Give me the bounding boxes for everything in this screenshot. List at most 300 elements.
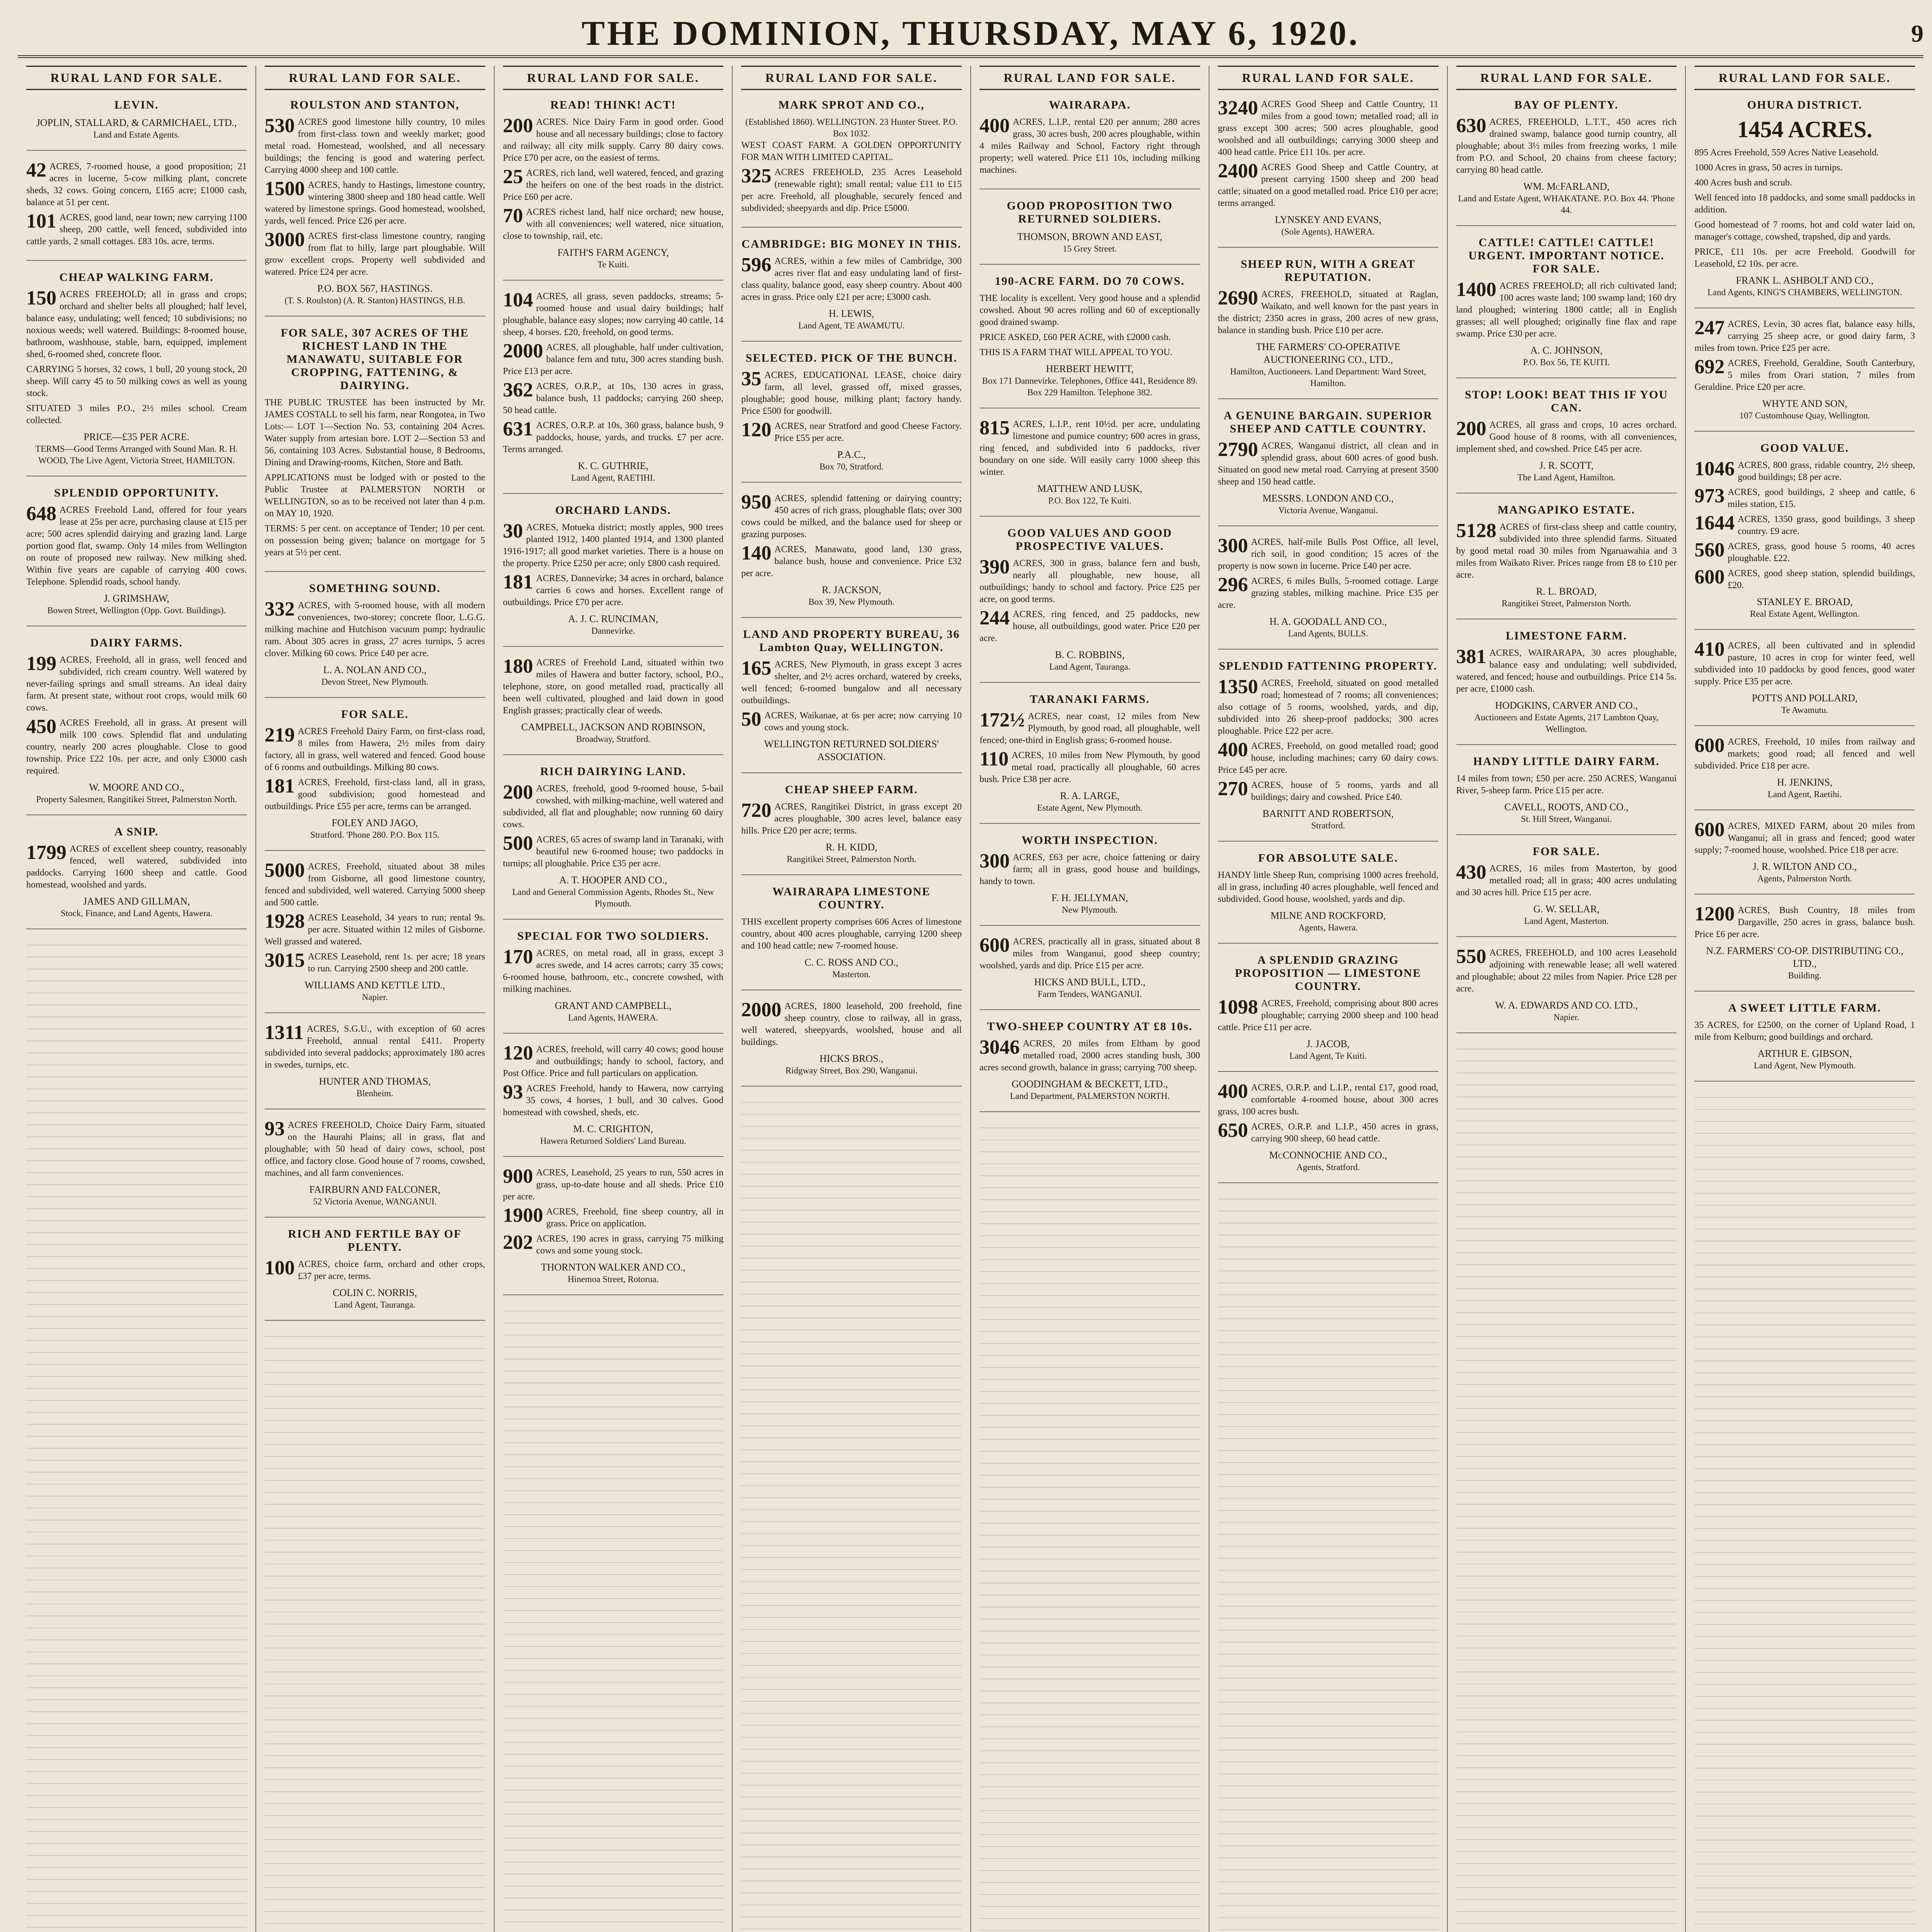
ad-heading: FOR ABSOLUTE SALE.	[1258, 852, 1398, 864]
ad-text: ACRES, MIXED FARM, about 20 miles from Wanganui; all in grass and fenced; good water supply; 7-roomed house, woolshed. Price £18 per acre.	[1694, 821, 1915, 855]
column-heading: RURAL LAND FOR SALE.	[1218, 66, 1439, 90]
agent-address: The Land Agent, Hamilton.	[1517, 473, 1616, 482]
ad-text: ACRES, within a few miles of Cambridge, 300 acres river flat and easy undulating land of first-class quality, balance good, easy sheep country. About 400 acres in grass. Price only £21 per acre; £3000 cash.	[741, 256, 962, 302]
acreage-number: 181	[503, 571, 533, 593]
advertisement	[1694, 736, 1915, 810]
ad-text: ACRES, Freehold, fine sheep country, all in grass. Price on application.	[546, 1207, 724, 1229]
ad-paragraph	[741, 139, 962, 163]
ad-text: ACRES, Leasehold, 25 years to run, 550 acres in grass, up-to-date house and all sheds. Price £10 per acre.	[503, 1168, 724, 1202]
masthead	[18, 0, 1923, 58]
ad-text: ACRES, practically all in grass, situated about 8 miles from Wanganui, good sheep country; woolshed, yards and dip. Price £15 per acre.	[980, 937, 1200, 971]
ad-heading: CATTLE! CATTLE! CATTLE! URGENT. IMPORTANT NOTICE. FOR SALE.	[1468, 236, 1665, 275]
agent-address: (T. S. Roulston) (A. R. Stanton) HASTINGS, H.B.	[284, 296, 465, 305]
ad-text: ACRES, Freehold, 10 miles from railway and markets; good road; all fenced and well subdivided. Price £18 per acre.	[1694, 737, 1915, 771]
advertisement	[503, 99, 724, 281]
ad-paragraph	[980, 293, 1200, 328]
agent-name: POTTS AND POLLARD,	[1752, 692, 1858, 704]
advertisement	[1456, 755, 1677, 835]
ad-paragraph	[1456, 116, 1677, 176]
ad-paragraph	[1694, 177, 1915, 189]
acreage-number: 270	[1218, 778, 1248, 800]
ad-heading: SHEEP RUN, WITH A GREAT REPUTATION.	[1240, 258, 1416, 284]
acreage-number: 25	[503, 166, 523, 188]
ad-text: ACRES, Freehold, situated on good metalled road; homestead of 7 rooms; all conveniences; also cottage of 5 rooms, woolshed, yards, and dip, subdivided into 26 sheep-proof paddocks; 300 acres ploughable. Price £22 per acre.	[1218, 678, 1439, 736]
agent-name: R. H. KIDD,	[825, 842, 878, 853]
ad-text: HANDY little Sheep Run, comprising 1000 acres freehold, all in grass, including 40 acres ploughable, well fenced and subdivided. Good house, woolshed, yards and dip.	[1218, 870, 1439, 904]
agent-address: Napier.	[1553, 1012, 1580, 1022]
agent-name: H. JENKINS,	[1777, 777, 1833, 788]
ad-text: ACRES, £63 per acre, choice fattening or dairy farm; all in grass, good house and buildings, handy to town.	[980, 852, 1200, 886]
ad-paragraph	[265, 600, 485, 660]
agent-address: (Sole Agents), HAWERA.	[1281, 227, 1375, 236]
agent-address: Land Agent, Tauranga.	[334, 1300, 416, 1310]
advertisement	[26, 636, 247, 815]
ad-paragraph	[503, 1206, 724, 1230]
ad-text: ACRES Leasehold, 34 years to run; rental 9s. per acre. Situated within 12 miles of Gisborne. Well grassed and watered.	[264, 913, 485, 947]
acreage-number: 596	[741, 254, 772, 276]
ad-paragraph	[1218, 162, 1439, 209]
agent-address: Land Agents, BULLS.	[1288, 629, 1368, 638]
agent-address: Hamilton, Auctioneers. Land Department: Ward Street, Hamilton.	[1230, 367, 1426, 388]
acreage-number: 104	[503, 289, 533, 311]
ad-heading: FOR SALE.	[341, 708, 409, 721]
agent-name: FOLEY AND JAGO,	[332, 817, 418, 828]
agent-name: FAITH'S FARM AGENCY,	[557, 247, 669, 258]
acreage-number: 3000	[264, 229, 305, 251]
acreage-number: 400	[1218, 739, 1248, 761]
continuation-text-block	[503, 1305, 724, 1932]
ad-text: ACRES, O.R.P. and L.I.P., rental £17, good road, comfortable 4-roomed house, about 300 acres grass, 100 acres bush.	[1218, 1083, 1439, 1117]
ad-heading: DAIRY FARMS.	[90, 636, 183, 649]
ad-paragraph	[265, 1023, 485, 1071]
agent-address: New Plymouth.	[1062, 905, 1118, 915]
continuation-text-block	[980, 1122, 1200, 1932]
acreage-number: 3240	[1218, 97, 1258, 119]
acreage-number: 560	[1694, 539, 1725, 561]
acreage-number: 3015	[264, 949, 305, 971]
agent-name: L. A. NOLAN AND CO.,	[323, 664, 427, 675]
ad-paragraph	[503, 783, 724, 831]
acreage-number: 202	[503, 1231, 533, 1253]
acreage-number: 181	[264, 775, 295, 797]
ad-text: Well fenced into 18 paddocks, and some small paddocks in addition.	[1694, 193, 1915, 215]
advertisement	[1218, 536, 1439, 650]
agent-name: GOODINGHAM & BECKETT, LTD.,	[1012, 1078, 1168, 1090]
ad-text: ACRES FREEHOLD, 235 Acres Leasehold (renewable right); small rental; value £11 to £15 per acre. Freehold, all ploughable, securely fenced and subdivided; sheepyards and dip. Price £5000.	[741, 167, 962, 213]
acreage-number: 199	[26, 653, 56, 675]
acreage-number: 42	[26, 159, 46, 181]
column-2	[255, 66, 494, 1932]
ad-paragraph	[265, 861, 485, 909]
ad-text: ACRES, S.G.U., with exception of 60 acres Freehold, annual rental £411. Property subdivided into several paddocks; approximately 180 acres in swedes, turnips, etc.	[264, 1024, 485, 1070]
acreage-number: 600	[1694, 819, 1725, 841]
ad-paragraph	[980, 418, 1200, 478]
ad-paragraph	[265, 523, 485, 559]
ad-paragraph	[980, 750, 1200, 786]
ad-text: ACRES Good Sheep and Cattle Country, 11 miles from a good town; metalled road; all in grass except 300 acres; 500 acres ploughable, good woolshed and all outbuildings; carrying 3000 sheep and 400 head cattle. Price £11 10s. per acre.	[1218, 99, 1439, 157]
agent-address: Bowen Street, Wellington (Opp. Govt. Buildings).	[47, 605, 226, 615]
acreage-number: 1098	[1218, 996, 1258, 1018]
agent-name: A. J. C. RUNCIMAN,	[568, 613, 658, 624]
ad-paragraph	[1456, 419, 1677, 455]
agent-address: Agents, Hawera.	[1298, 923, 1358, 932]
ad-paragraph	[265, 777, 485, 813]
agent-address: Broadway, Stratford.	[576, 734, 650, 744]
ad-paragraph	[1218, 1082, 1439, 1118]
agent-address: Box 70, Stratford.	[819, 462, 884, 471]
ad-text: ACRES, 7-roomed house, a good proposition; 21 acres in lucerne, 5-cow milking plant, concrete sheds, 32 cows. Going concern, £165 acre; £1000 cash, balance at 51 per cent.	[26, 162, 247, 207]
ad-text: ACRES, 65 acres of swamp land in Taranaki, with beautiful new 6-roomed house; two paddocks in turnips; all ploughable. Price £35 per acre.	[503, 835, 724, 869]
ad-paragraph	[265, 230, 485, 278]
ad-text: ACRES, all grass, seven paddocks, streams; 5-roomed house and usual dairy buildings; half ploughable, balance easy slopes; now carrying 40 cattle, 14 sheep, 4 horses. £20, freehold, on good terms.	[503, 291, 724, 337]
acreage-number: 2000	[741, 999, 782, 1021]
ad-paragraph	[1694, 162, 1915, 174]
advertisement	[980, 1020, 1200, 1112]
ad-text: ACRES, all ploughable, half under cultivation, balance fern and tutu, 300 acres standing bush. Price £13 per acre.	[503, 342, 724, 376]
ad-paragraph	[26, 212, 247, 248]
ad-text: ACRES Leasehold, rent 1s. per acre; 18 years to run. Carrying 2500 sheep and 200 cattle.	[308, 952, 485, 974]
ad-paragraph	[980, 711, 1200, 747]
acreage-number: 172½	[980, 709, 1025, 731]
agent-name: P.A.C.,	[837, 449, 866, 460]
column-heading: RURAL LAND FOR SALE.	[980, 66, 1200, 90]
ad-paragraph	[503, 420, 724, 456]
acreage-number: 332	[264, 598, 295, 620]
ad-text: ACRES, O.R.P. and L.I.P., 450 acres in grass, carrying 900 sheep, 60 head cattle.	[1251, 1122, 1439, 1144]
agent-address: Land Agent, Te Kuiti.	[1289, 1051, 1367, 1061]
acreage-number: 2790	[1218, 439, 1258, 461]
ad-text: ACRES, with 5-roomed house, with all modern conveniences, two-storey; concrete floor, L.G.G. milking machine and Hutchison vacuum pump; hydraulic ram. About 305 acres in grass, 27 acres turnips, 5 acres clover. Milking 60 cows. Price £40 per acre.	[264, 600, 485, 658]
agent-name: W. A. EDWARDS AND CO. LTD.,	[1495, 1000, 1638, 1011]
advertisement	[980, 834, 1200, 926]
advertisement	[1218, 409, 1439, 526]
continuation-text-block	[265, 1331, 485, 1932]
advertisement	[26, 825, 247, 929]
agent-address: Land Agent, Masterton.	[1524, 916, 1609, 926]
ad-heading: SELECTED. PICK OF THE BUNCH.	[745, 352, 957, 364]
ad-paragraph	[503, 1083, 724, 1119]
acreage-number: 120	[741, 419, 772, 441]
advertisement	[1456, 388, 1677, 493]
ad-text: ACRES, all grass and crops, 10 acres orchard. Good house of 8 rooms, with all conveniences, implement shed, and cowshed. Price £45 per acre.	[1456, 420, 1677, 454]
agent-name: M. C. CRIGHTON,	[573, 1123, 653, 1134]
ad-paragraph	[265, 1119, 485, 1179]
agent-name: CAVELL, ROOTS, AND CO.,	[1504, 801, 1629, 813]
acreage-number: 180	[503, 655, 533, 677]
agent-name: ARTHUR E. GIBSON,	[1757, 1048, 1852, 1059]
agent-name: MATTHEW AND LUSK,	[1037, 483, 1143, 494]
acreage-number: 219	[264, 724, 295, 746]
ad-text: ACRES, Freehold, situated about 38 miles from Gisborne, all good limestone country, fenced and subdivided, well watered. Carrying 5000 sheep and 500 cattle.	[264, 862, 485, 908]
ad-text: ACRES, choice farm, orchard and other crops, £37 per acre, terms.	[298, 1259, 485, 1281]
ad-paragraph	[503, 947, 724, 995]
ad-text: ACRES, house of 5 rooms, yards and all buildings; dairy and cowshed. Price £40.	[1251, 780, 1439, 802]
ad-paragraph	[1218, 677, 1439, 737]
acreage-number: 1500	[264, 178, 305, 200]
ad-paragraph	[741, 544, 962, 580]
columns-container	[18, 66, 1923, 1932]
ad-text: CARRYING 5 horses, 32 cows, 1 bull, 20 young stock, 20 sheep. Will carry 45 to 50 milking cows as well as young stock.	[26, 364, 247, 398]
ad-paragraph	[1218, 998, 1439, 1034]
advertisement	[980, 936, 1200, 1010]
ad-text: ACRES, 190 acres in grass, carrying 75 milking cows and some young stock.	[536, 1234, 724, 1256]
acreage-number: 1350	[1218, 676, 1258, 698]
agent-address: 107 Customhouse Quay, Wellington.	[1739, 411, 1870, 420]
advertisement	[741, 628, 962, 773]
ad-text: ACRES of first-class sheep and cattle country, subdivided into three splendid farms. Situated by good metal road 30 miles from Ngaruawahia and 3 miles from Waikato River. Prices range from £8 to £10 per acre.	[1456, 522, 1677, 580]
agent-address: Land and Estate Agents.	[93, 130, 180, 139]
ad-paragraph	[265, 726, 485, 774]
acreage-number: 50	[741, 708, 762, 730]
acreage-number: 410	[1694, 638, 1725, 660]
acreage-number: 247	[1694, 317, 1725, 339]
ad-text: ACRES FREEHOLD; all in grass and crops; orchard and shelter belts all ploughed; half level, balance easy, undulating; well fenced; 10 subdivisions; no noxious weeds; well watered. Buildings: 8-roomed house, bathroom, washhouse, stable, barn, equipped, implement shed, 6-roomed shed, concrete floor.	[26, 289, 247, 359]
ad-text: ACRES, all been cultivated and in splendid pasture, 10 acres in crop for winter feed, well subdivided into 10 paddocks by good fences, good water supply. Price £35 per acre.	[1694, 641, 1915, 687]
ad-heading: MANGAPIKO ESTATE.	[1497, 503, 1635, 516]
ad-text: THE locality is excellent. Very good house and a splendid cowshed. About 90 acres rolling and 60 of exceptionally good drained swamp.	[980, 293, 1200, 327]
agent-address: P.O. Box 56, TE KUITI.	[1523, 357, 1610, 367]
acreage-number: 600	[1694, 566, 1725, 588]
acreage-number: 950	[741, 491, 772, 513]
ad-text: ACRES good limestone hilly country, 10 miles from first-class town and weekly market; good metal road. Homestead, woolshed, and all necessary buildings; the fencing is good and watering perfect. Carrying 4000 sheep and 100 cattle.	[264, 117, 485, 175]
advertisement	[265, 1023, 485, 1109]
ad-text: ACRES, Levin, 30 acres flat, balance easy hills, carrying 25 sheep acre, or good dairy farm, 3 miles from town. Price £25 per acre.	[1694, 319, 1915, 353]
acreage-number: 1644	[1694, 512, 1735, 534]
agent-name: P.O. BOX 567, HASTINGS.	[317, 283, 433, 294]
ad-heading: OHURA DISTRICT.	[1747, 99, 1862, 111]
agent-address: Napier.	[362, 992, 388, 1002]
ad-text: ACRES first-class limestone country, ranging from flat to hilly, large part ploughable. Will grow excellent crops. Property well subdivided and watered. Price £24 per acre.	[264, 231, 485, 277]
ad-paragraph	[26, 364, 247, 400]
ad-paragraph	[265, 1259, 485, 1282]
ad-paragraph	[503, 834, 724, 870]
acreage-number: 30	[503, 520, 523, 542]
acreage-number: 2400	[1218, 160, 1258, 182]
agent-name: W. MOORE AND CO.,	[89, 782, 184, 793]
advertisement	[741, 885, 962, 990]
acreage-number: 165	[741, 657, 772, 679]
ad-text: PRICE, £11 10s. per acre Freehold. Goodwill for Leasehold, £2 10s. per acre.	[1694, 247, 1915, 269]
acreage-number: 200	[1456, 418, 1486, 440]
acreage-number: 101	[26, 210, 56, 232]
ad-text: ACRES, ring fenced, and 25 paddocks, new house, all outbuildings, good water. Price £20 per acre.	[980, 609, 1200, 643]
agent-address: Land Agent, New Plymouth.	[1753, 1061, 1856, 1070]
advertisement	[265, 861, 485, 1013]
acreage-number: 35	[741, 368, 762, 390]
acreage-number: 648	[26, 503, 56, 525]
ad-paragraph	[1694, 246, 1915, 270]
ad-paragraph	[980, 852, 1200, 888]
ad-text: ACRES, near Stratford and good Cheese Factory. Price £55 per acre.	[774, 421, 962, 443]
advertisement	[1694, 318, 1915, 432]
newspaper-title: THE DOMINION, THURSDAY, MAY 6, 1920.	[582, 14, 1360, 53]
ad-paragraph	[503, 116, 724, 164]
ad-paragraph	[503, 522, 724, 570]
ad-text: 895 Acres Freehold, 559 Acres Native Leasehold.	[1694, 148, 1879, 158]
ad-paragraph	[26, 289, 247, 361]
ad-text: ACRES Freehold Land, offered for four years lease at 25s per acre, purchasing clause at £15 per acre; 500 acres splendid dairying and grazing land. Large portion good flat, swamp. Only 14 miles from Wellington on route of proposed new railway. New milking shed. Within five years are capable of carrying 400 cows. Telephone. Splendid roads, school handy.	[26, 505, 247, 587]
advertisement	[503, 657, 724, 755]
agent-name: LYNSKEY AND EVANS,	[1275, 214, 1381, 225]
agent-name: C. C. ROSS AND CO.,	[804, 957, 898, 968]
acreage-number: 630	[1456, 115, 1486, 137]
ad-paragraph	[1218, 99, 1439, 158]
ad-paragraph	[741, 255, 962, 303]
agent-name: A. T. HOOPER AND CO.,	[559, 874, 667, 886]
ad-heading: RICH DAIRYING LAND.	[540, 765, 686, 778]
advertisement	[741, 493, 962, 618]
ad-paragraph	[1694, 514, 1915, 537]
ad-paragraph	[503, 291, 724, 338]
agent-address: Land and Estate Agent, WHAKATANE. P.O. Box 44. 'Phone 44.	[1458, 194, 1675, 215]
ad-text: ACRES, on metal road, all in grass, except 3 acres swede, and 14 acres carrots; carry 35 cows; 6-roomed house, bathroom, etc., concrete cowshed, with milking machines.	[503, 948, 724, 994]
advertisement	[503, 504, 724, 647]
agent-address: Land Agent, Tauranga.	[1049, 662, 1131, 672]
ad-paragraph	[1218, 575, 1439, 611]
ad-heading: READ! THINK! ACT!	[550, 99, 676, 111]
ad-paragraph	[1218, 869, 1439, 905]
acreage-number: 390	[980, 556, 1010, 578]
ad-heading: A SNIP.	[114, 825, 159, 838]
ad-paragraph	[980, 116, 1200, 176]
ad-paragraph	[1694, 357, 1915, 393]
agent-name: HODGKINS, CARVER AND CO.,	[1495, 700, 1638, 711]
ad-text: ACRES, rich land, well watered, fenced, and grazing the heifers on one of the best roads in the district. Price £60 per acre.	[503, 168, 724, 202]
acreage-number: 815	[980, 417, 1010, 439]
agent-name: A. C. JOHNSON,	[1530, 345, 1603, 356]
advertisement	[1218, 258, 1439, 399]
ad-heading: WAIRARAPA.	[1049, 99, 1131, 111]
agent-name: MILNE AND ROCKFORD,	[1270, 910, 1386, 921]
advertisement	[1456, 503, 1677, 619]
ad-text: ACRES, 16 miles from Masterton, by good metalled road; all in grass; 400 acres undulating and 30 acres hill. Price £15 per acre.	[1456, 864, 1677, 898]
agent-name: J. R. WILTON AND CO.,	[1752, 861, 1857, 872]
ad-text: ACRES, good land, near town; new carrying 1100 sheep, 200 cattle, well fenced, subdivided into cattle yards, 2 small cottages. £83 10s. acre, terms.	[26, 213, 247, 247]
ad-text: ACRES. Nice Dairy Farm in good order. Good house and all necessary buildings; close to factory and railway; all city milk supply. Carry 80 dairy cows. Price £70 per acre, on the easiest of terms.	[503, 117, 724, 163]
advertisement	[1456, 947, 1677, 1033]
advertisement	[503, 291, 724, 494]
ad-heading: 190-ACRE FARM. DO 70 COWS.	[995, 275, 1185, 287]
column-heading: RURAL LAND FOR SALE.	[741, 66, 962, 90]
advertisement	[1694, 1002, 1915, 1082]
ad-text: 1000 Acres in grass, 50 acres in turnips.	[1694, 163, 1843, 173]
ad-paragraph	[503, 1233, 724, 1257]
acreage-number: 3046	[980, 1036, 1020, 1058]
agent-name: FRANK L. ASHBOLT AND CO.,	[1736, 275, 1874, 286]
ad-paragraph	[741, 916, 962, 952]
ad-paragraph	[265, 179, 485, 227]
advertisement	[741, 783, 962, 875]
acreage-number: 325	[741, 165, 772, 187]
agent-name: K. C. GUTHRIE,	[578, 460, 649, 471]
acreage-number: 973	[1694, 485, 1725, 507]
ad-paragraph	[980, 558, 1200, 605]
ad-paragraph	[1456, 280, 1677, 340]
acreage-number: 900	[503, 1165, 533, 1187]
agent-address: 15 Grey Street.	[1063, 244, 1117, 253]
agent-name: WM. McFARLAND,	[1523, 181, 1610, 192]
advertisement	[1456, 845, 1677, 937]
agent-name: JOPLIN, STALLARD, & CARMICHAEL, LTD.,	[36, 117, 237, 128]
agent-address: Agents, Stratford.	[1296, 1162, 1360, 1172]
acreage-number: 170	[503, 946, 533, 968]
ad-heading: A GENUINE BARGAIN. SUPERIOR SHEEP AND CATTLE COUNTRY.	[1223, 409, 1433, 435]
advertisement	[1218, 660, 1439, 842]
ad-heading: CHEAP WALKING FARM.	[59, 271, 214, 284]
ad-paragraph	[1456, 773, 1677, 797]
acreage-number: 140	[741, 542, 772, 564]
agent-name: R. L. BROAD,	[1536, 586, 1597, 597]
ad-text: ACRES, Dannevirke; 34 acres in orchard, balance carries 6 cows and horses. Excellent range of outbuildings. Price £70 per acre.	[503, 573, 724, 607]
ad-paragraph	[1694, 459, 1915, 483]
agent-address: Land and General Commission Agents, Rhodes St., New Plymouth.	[512, 887, 714, 908]
ad-paragraph	[1218, 440, 1439, 488]
ad-text: THE PUBLIC TRUSTEE has been instructed by Mr. JAMES COSTALL to sell his farm, near Rongotea, in Two Lots:— LOT 1—Section No. 53, containing 204 Acres. Water supply from artesian bore. LOT 2—Section 53 and 56, containing 103 Acres. Substantial house, 8 Bedrooms, Dining and Drawing-rooms, Kitchen, Store and Bath.	[264, 398, 485, 468]
acreage-number: 2000	[503, 340, 543, 362]
ad-heading: SOMETHING SOUND.	[309, 582, 441, 595]
ad-text: ACRES FREEHOLD, Choice Dairy Farm, situated on the Haurahi Plains; all in grass, flat and ploughable; with 50 head of dairy cows, school, post office, and factory close. Good house of 7 rooms, cowshed, machines, and all farm conveniences.	[264, 1120, 485, 1178]
column-heading: RURAL LAND FOR SALE.	[1694, 66, 1915, 90]
ad-paragraph	[26, 717, 247, 777]
agent-name: BARNITT AND ROBERTSON,	[1262, 808, 1394, 819]
agent-address: St. Hill Street, Wanganui.	[1521, 814, 1612, 824]
ad-text: ACRES, L.I.P., rental £20 per annum; 280 acres grass, 30 acres bush, 200 acres ploughable, within 4 miles Railway and School, Factory right through property; well watered. Price £11 10s, including milking machines.	[980, 117, 1200, 175]
advertisement	[1218, 852, 1439, 944]
ad-text: ACRES, good sheep station, splendid buildings, £20.	[1728, 568, 1915, 590]
advertisement	[980, 418, 1200, 517]
ad-text: 14 miles from town; £50 per acre. 250 ACRES, Wanganui River, 5-sheep farm. Price £15 per acre.	[1456, 774, 1677, 796]
ad-paragraph	[265, 472, 485, 520]
agent-address: Stratford. 'Phone 280. P.O. Box 115.	[310, 830, 440, 840]
advertisement	[741, 238, 962, 342]
agent-address: Hinemoa Street, Rotorua.	[568, 1274, 659, 1284]
ad-paragraph	[503, 657, 724, 717]
column-heading: RURAL LAND FOR SALE.	[265, 66, 485, 90]
advertisement	[741, 99, 962, 228]
ad-heading: TARANAKI FARMS.	[1030, 693, 1150, 706]
ad-heading: LAND AND PROPERTY BUREAU, 36 Lambton Quay, WELLINGTON.	[743, 628, 960, 654]
ad-text: ACRES, Freehold, first-class land, all in grass, good subdivision; good homestead and outbuildings. Price £55 per acre, terms can be arranged.	[264, 777, 485, 811]
advertisement	[265, 327, 485, 572]
ad-text: SITUATED 3 miles P.O., 2½ miles school. Cream collected.	[26, 403, 247, 425]
advertisement	[265, 582, 485, 698]
agent-address: Agents, Palmerston North.	[1757, 874, 1852, 883]
ad-paragraph	[1218, 779, 1439, 803]
agent-name: N.Z. FARMERS' CO-OP. DISTRIBUTING CO., LTD.,	[1706, 945, 1903, 969]
advertisement	[1456, 99, 1677, 226]
agent-address: Box 39, New Plymouth.	[808, 597, 895, 607]
agent-name: H. LEWIS,	[828, 308, 874, 319]
ad-paragraph	[741, 167, 962, 214]
advertisement	[26, 99, 247, 151]
agent-name: J. JACOB,	[1306, 1038, 1350, 1049]
agent-name: FAIRBURN AND FALCONER,	[309, 1184, 440, 1195]
acreage-number: 450	[26, 716, 56, 738]
agent-address: Stratford.	[1311, 821, 1345, 830]
acreage-number: 244	[980, 607, 1010, 629]
continuation-text-block	[1456, 1043, 1677, 1932]
agent-name: WHYTE AND SON,	[1762, 398, 1847, 409]
ad-text: ACRES of excellent sheep country, reasonably fenced, well watered, subdivided into paddocks. Carrying 1600 sheep and cattle. Good homestead, woolshed and yards.	[26, 844, 247, 890]
acreage-number: 400	[980, 115, 1010, 137]
continuation-text-block	[26, 939, 247, 1932]
agent-address: Te Kuiti.	[597, 260, 629, 269]
ad-paragraph	[26, 654, 247, 714]
advertisement	[26, 271, 247, 476]
acreage-number: 2690	[1218, 287, 1258, 309]
agent-address: Estate Agent, New Plymouth.	[1037, 803, 1143, 813]
ad-paragraph	[1694, 219, 1915, 243]
